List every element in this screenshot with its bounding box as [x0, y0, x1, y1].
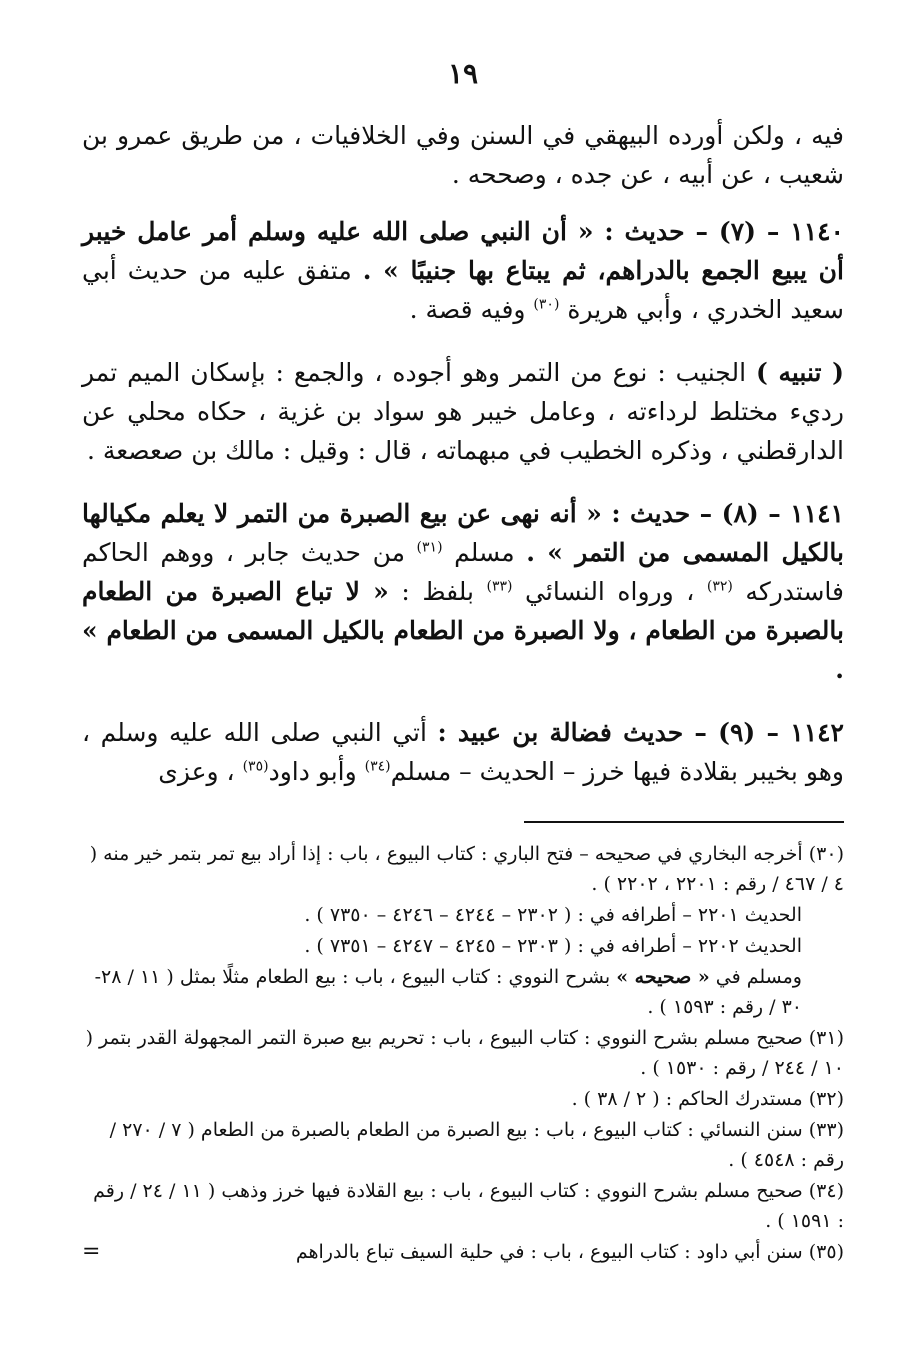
footnote-30: (٣٠) أخرجه البخاري في صحيحه – فتح الباري : كتاب البيوع ، باب : إذا أراد بيع تمر بتمر خير منه ( ٤ / ٤٦٧ / رقم : ٢٢٠١ ، ٢٢٠٢ ) .: [89, 843, 844, 895]
footnote-book-title: « صحيحه »: [616, 966, 710, 988]
footnote-ref-31[interactable]: (٣١): [416, 539, 443, 556]
hadith-commentary: وأبو داود: [268, 757, 365, 786]
hadith-1142: [82, 713, 844, 791]
footnote-separator: [524, 821, 844, 823]
hadith-commentary: ، ورواه النسائي: [512, 577, 707, 606]
hadith-quote: « لا تباع الصبرة من الطعام بالصبرة من الطعام ، ولا الصبرة من الطعام بالكيل المسمى من الطعام » .: [82, 577, 844, 684]
footnote-text: ومسلم في: [709, 966, 802, 988]
hadith-commentary: ، وعزى: [158, 757, 243, 786]
hadith-commentary: مسلم: [442, 538, 527, 567]
footnote-33: (٣٣) سنن النسائي : كتاب البيوع ، باب : بيع الصبرة من الطعام بالصبرة من الطعام ( ٧ / ٢٧٠ / رقم : ٤٥٤٨ ) .: [109, 1119, 844, 1171]
footnote-ref-35[interactable]: (٣٥): [242, 758, 269, 775]
continued-mark: =: [82, 1239, 101, 1264]
hadith-heading: ١١٤٠ – (٧) – حديث : « أن النبي صلى الله عليه وسلم أمر عامل خيبر أن يبيع الجمع بالدراهم، ثم يبتاع بها جنيبًا » .: [82, 217, 844, 285]
footnote-32: (٣٢) مستدرك الحاكم : ( ٢ / ٣٨ ) .: [571, 1088, 844, 1110]
footnotes-section: [82, 839, 844, 1267]
footnote-34: (٣٤) صحيح مسلم بشرح النووي : كتاب البيوع ، باب : بيع القلادة فيها خرز وذهب ( ١١ / ٢٤ / رقم : ١٥٩١ ) .: [93, 1180, 844, 1232]
hadith-heading: ١١٤١ – (٨) – حديث : « أنه نهى عن بيع الصبرة من التمر لا يعلم مكيالها بالكيل المسمى من التمر » .: [82, 499, 844, 567]
hadith-commentary: أتي النبي صلى الله عليه وسلم ، وهو بخيبر بقلادة فيها خرز – الحديث – مسلم: [82, 718, 844, 786]
footnote-text: (٣٥) سنن أبي داود : كتاب البيوع ، باب : في حلية السيف تباع بالدراهم: [295, 1241, 844, 1263]
footnote-ref-33[interactable]: (٣٣): [486, 578, 513, 595]
footnote-31: (٣١) صحيح مسلم بشرح النووي : كتاب البيوع ، باب : تحريم بيع صبرة التمر المجهولة القدر بتمر ( ١٠ / ٢٤٤ / رقم : ١٥٣٠ ) .: [85, 1027, 844, 1079]
hadith-commentary-end: وفيه قصة .: [409, 295, 534, 324]
note-text: الجنيب : نوع من التمر وهو أجوده ، والجمع : بإسكان الميم تمر رديء مختلط لرداءته ، وعامل خيبر هو سواد بن غزية ، حكاه محلي عن الدارقطني ، وذكره الخطيب في مبهماته ، قال : وقيل : مالك بن صعصعة .: [82, 358, 844, 465]
paragraph-text: فيه ، ولكن أورده البيهقي في السنن وفي الخلافيات ، من طريق عمرو بن شعيب ، عن أبيه ، عن جده ، وصححه .: [82, 121, 844, 189]
page-number: ١٩: [447, 57, 479, 90]
note-paragraph: [82, 353, 844, 470]
paragraph-continuation: [82, 116, 844, 194]
main-text: [82, 116, 844, 791]
footnote-35: [82, 1237, 844, 1267]
hadith-1141: [82, 494, 844, 689]
footnote-30-line-4: [82, 962, 844, 1022]
hadith-heading: ١١٤٢ – (٩) – حديث فضالة بن عبيد :: [437, 718, 844, 747]
note-label: ( تنبيه ): [755, 358, 844, 387]
hadith-1140: [82, 212, 844, 329]
footnote-30-line-3: الحديث ٢٢٠٢ – أطرافه في : ( ٢٣٠٣ – ٤٢٤٥ – ٤٢٤٧ – ٧٣٥١ ) .: [304, 935, 802, 957]
footnote-30-line-2: الحديث ٢٢٠١ – أطرافه في : ( ٢٣٠٢ – ٤٢٤٤ – ٤٢٤٦ – ٧٣٥٠ ) .: [304, 904, 802, 926]
hadith-commentary: متفق عليه من حديث أبي سعيد الخدري ، وأبي هريرة: [82, 256, 844, 324]
footnote-ref-30[interactable]: (٣٠): [533, 296, 560, 313]
footnote-ref-34[interactable]: (٣٤): [364, 758, 391, 775]
hadith-commentary: من حديث جابر ، ووهم الحاكم فاستدركه: [82, 538, 844, 606]
hadith-commentary: بلفظ :: [388, 577, 487, 606]
footnote-ref-32[interactable]: (٣٢): [706, 578, 733, 595]
footnote-text: بشرح النووي : كتاب البيوع ، باب : بيع الطعام مثلًا بمثل ( ١١ / ٢٨- ٣٠ / رقم : ١٥٩٣ ) .: [94, 966, 802, 1018]
